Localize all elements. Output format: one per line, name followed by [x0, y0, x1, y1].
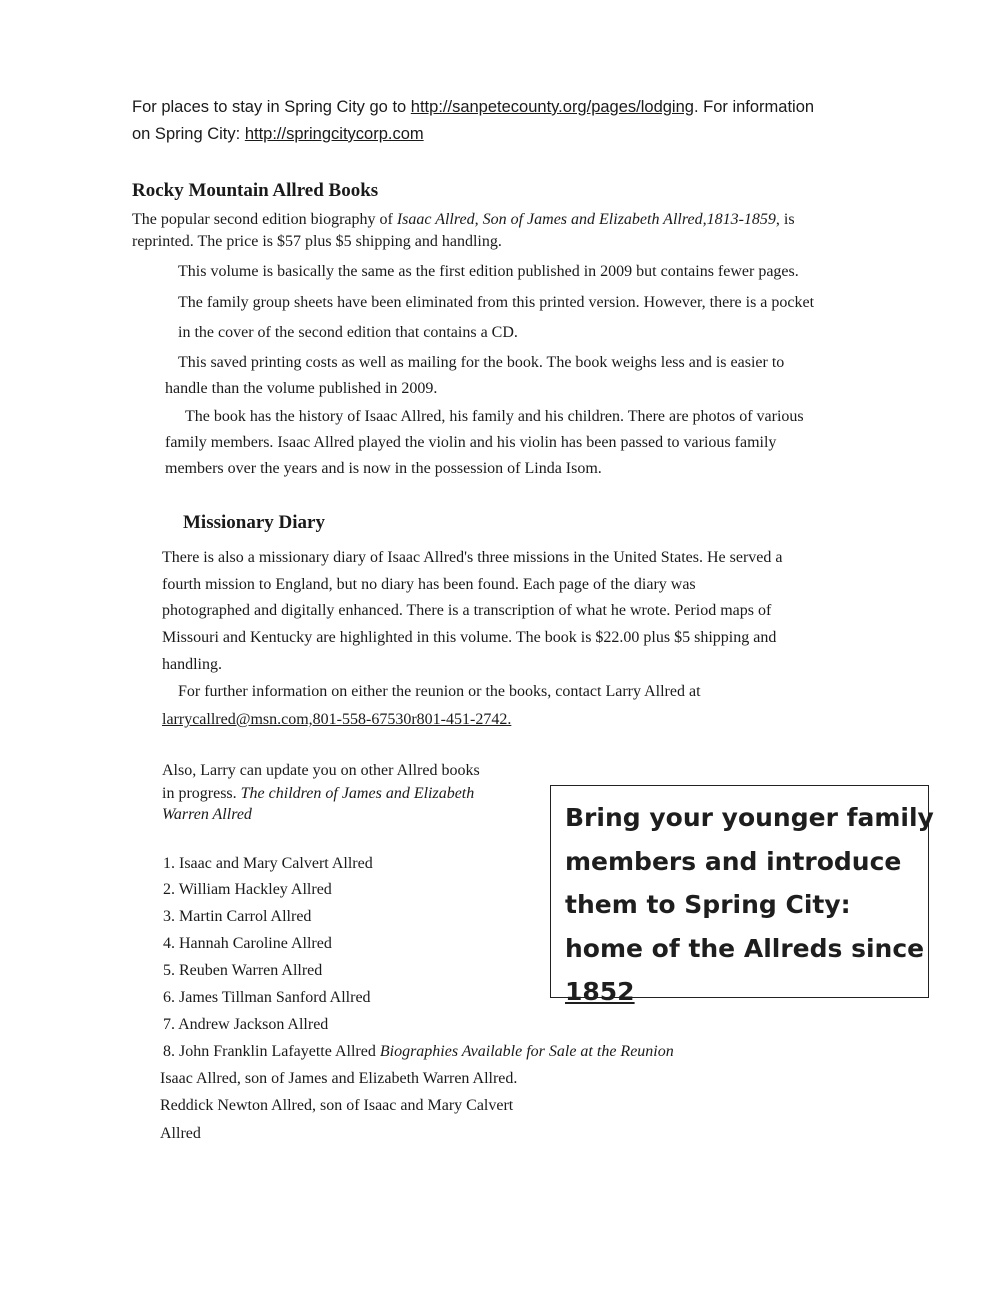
progress-line-1: Also, Larry can update you on other Allred books [162, 762, 480, 779]
intro-text-1: For places to stay in Spring City go to [132, 98, 411, 116]
diary-heading: Missionary Diary [183, 512, 325, 533]
progress-line-3 [162, 806, 252, 824]
rocky-text-1b: , is [775, 211, 795, 228]
diary-line-2: fourth mission to England, but no diary has been found. Each page of the diary was [162, 576, 696, 593]
rocky-text-1a: The popular second edition biography of [132, 211, 397, 228]
list-item: 6. James Tillman Sanford Allred [163, 989, 371, 1006]
rocky-p3a: This saved printing costs as well as mailing for the book. The book weighs less and is easier to [178, 354, 785, 371]
intro-text-2: on Spring City: [132, 125, 245, 143]
list-item: 4. Hannah Caroline Allred [163, 935, 332, 952]
intro-line-2 [132, 125, 424, 144]
list-item: 3. Martin Carrol Allred [163, 908, 312, 925]
list-item: 2. William Hackley Allred [163, 881, 332, 898]
rocky-p4b: family members. Isaac Allred played the violin and his violin has been passed to various family [165, 434, 777, 451]
callout-line-4: home of the Allreds since [565, 933, 925, 963]
diary-line-3: photographed and digitally enhanced. There is a transcription of what he wrote. Period maps of [162, 602, 772, 619]
rocky-heading: Rocky Mountain Allred Books [132, 180, 379, 201]
rocky-p2a: The family group sheets have been eliminated from this printed version. However, there is a pocket [178, 294, 815, 311]
rocky-p4a: The book has the history of Isaac Allred, his family and his children. There are photos of various [185, 408, 804, 425]
contact-line-1: For further information on either the reunion or the books, contact Larry Allred at [178, 683, 701, 700]
book-title: Isaac Allred, Son of James and Elizabeth Allred,1813-1859 [396, 211, 776, 228]
progress-line-2 [162, 785, 474, 803]
callout-line-1: Bring your younger family [565, 803, 934, 832]
progress-italic-3: Warren Allred [162, 806, 252, 823]
child-8-text: 8. John Franklin Lafayette Allred [163, 1043, 380, 1060]
progress-italic-2: The children of James and Elizabeth [240, 785, 475, 802]
diary-line-1: There is also a missionary diary of Isaac Allred's three missions in the United States. He served a [162, 549, 783, 566]
rocky-line-1 [132, 211, 795, 229]
list-item: 1. Isaac and Mary Calvert Allred [163, 855, 373, 872]
diary-line-4: Missouri and Kentucky are highlighted in this volume. The book is $22.00 plus $5 shipping and [162, 629, 777, 646]
progress-text-2a: in progress. [162, 785, 241, 802]
intro-text-1b: . For information [693, 98, 815, 116]
spring-city-link[interactable]: http://springcitycorp.com [244, 125, 424, 143]
contact-email-phone[interactable]: larrycallred@msn.com,801-558-67530r801-451-2742. [162, 711, 512, 728]
rocky-p1: This volume is basically the same as the first edition published in 2009 but contains fewer pages. [178, 263, 799, 280]
list-item: 7. Andrew Jackson Allred [163, 1016, 329, 1033]
bio-line-3: Allred [160, 1125, 201, 1142]
callout-box [550, 785, 934, 1006]
callout-text [565, 796, 934, 1014]
lodging-link[interactable]: http://sanpetecounty.org/pages/lodging [410, 98, 694, 116]
callout-line-2: members and introduce [565, 846, 902, 876]
intro-line-1 [132, 98, 814, 117]
rocky-p3b: handle than the volume published in 2009. [165, 380, 438, 397]
callout-year: 1852 [565, 977, 635, 1006]
diary-line-5: handling. [162, 656, 222, 673]
rocky-p2b: in the cover of the second edition that contains a CD. [178, 324, 518, 341]
bio-line-1: Isaac Allred, son of James and Elizabeth Warren Allred. [160, 1070, 518, 1087]
list-item-8 [163, 1043, 674, 1061]
callout-line-3: them to Spring City: [565, 890, 851, 919]
rocky-line-2: reprinted. The price is $57 plus $5 shipping and handling. [132, 233, 502, 250]
bio-line-2: Reddick Newton Allred, son of Isaac and Mary Calvert [160, 1097, 514, 1114]
biographies-note: Biographies Available for Sale at the Reunion [379, 1043, 674, 1060]
rocky-p4c: members over the years and is now in the possession of Linda Isom. [165, 460, 602, 477]
list-item: 5. Reuben Warren Allred [163, 962, 323, 979]
